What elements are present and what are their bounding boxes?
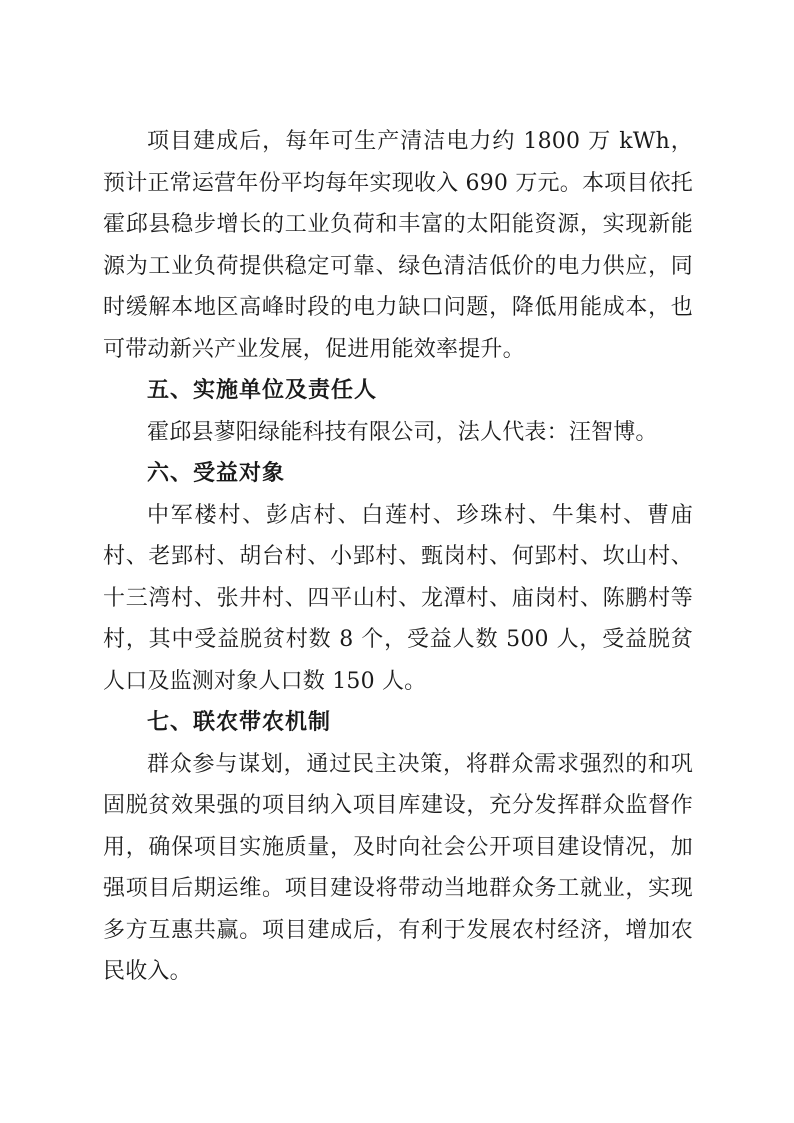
section-6-text: 中军楼村、彭店村、白莲村、珍珠村、牛集村、曹庙村、老郢村、胡台村、小郢村、甄岗村、何郢村、坎山村、十三湾村、张井村、四平山村、龙潭村、庙岗村、陈鹏村等村，其中受益脱贫村数 8 个，受益人数 500 人，受益脱贫人口及监测对象人口数 150 人。 xyxy=(103,502,693,694)
section-7-heading: 七、联农带农机制 xyxy=(147,710,332,735)
section-5-heading: 五、实施单位及责任人 xyxy=(147,378,378,403)
section-7-text: 群众参与谋划，通过民主决策，将群众需求强烈的和巩固脱贫效果强的项目纳入项目库建设，充分发挥群众监督作用，确保项目实施质量，及时向社会公开项目建设情况，加强项目后期运维。项目建设将带动当地群众务工就业，实现多方互惠共赢。项目建成后，有利于发展农村经济，增加农民收入。 xyxy=(103,751,693,984)
section-5-text: 霍邱县蓼阳绿能科技有限公司，法人代表：汪智博。 xyxy=(147,419,658,445)
intro-paragraph: 项目建成后，每年可生产清洁电力约 1800 万 kWh，预计正常运营年份平均每年实现收入 690 万元。本项目依托霍邱县稳步增长的工业负荷和丰富的太阳能资源，实现新能源为工业负荷提供稳定可靠、绿色清洁低价的电力供应，同时缓解本地区高峰时段的电力缺口问题，降低用能成本，也可带动新兴产业发展，促进用能效率提升。 xyxy=(103,129,693,362)
document-body xyxy=(103,121,693,993)
section-6-heading: 六、受益对象 xyxy=(147,461,286,486)
